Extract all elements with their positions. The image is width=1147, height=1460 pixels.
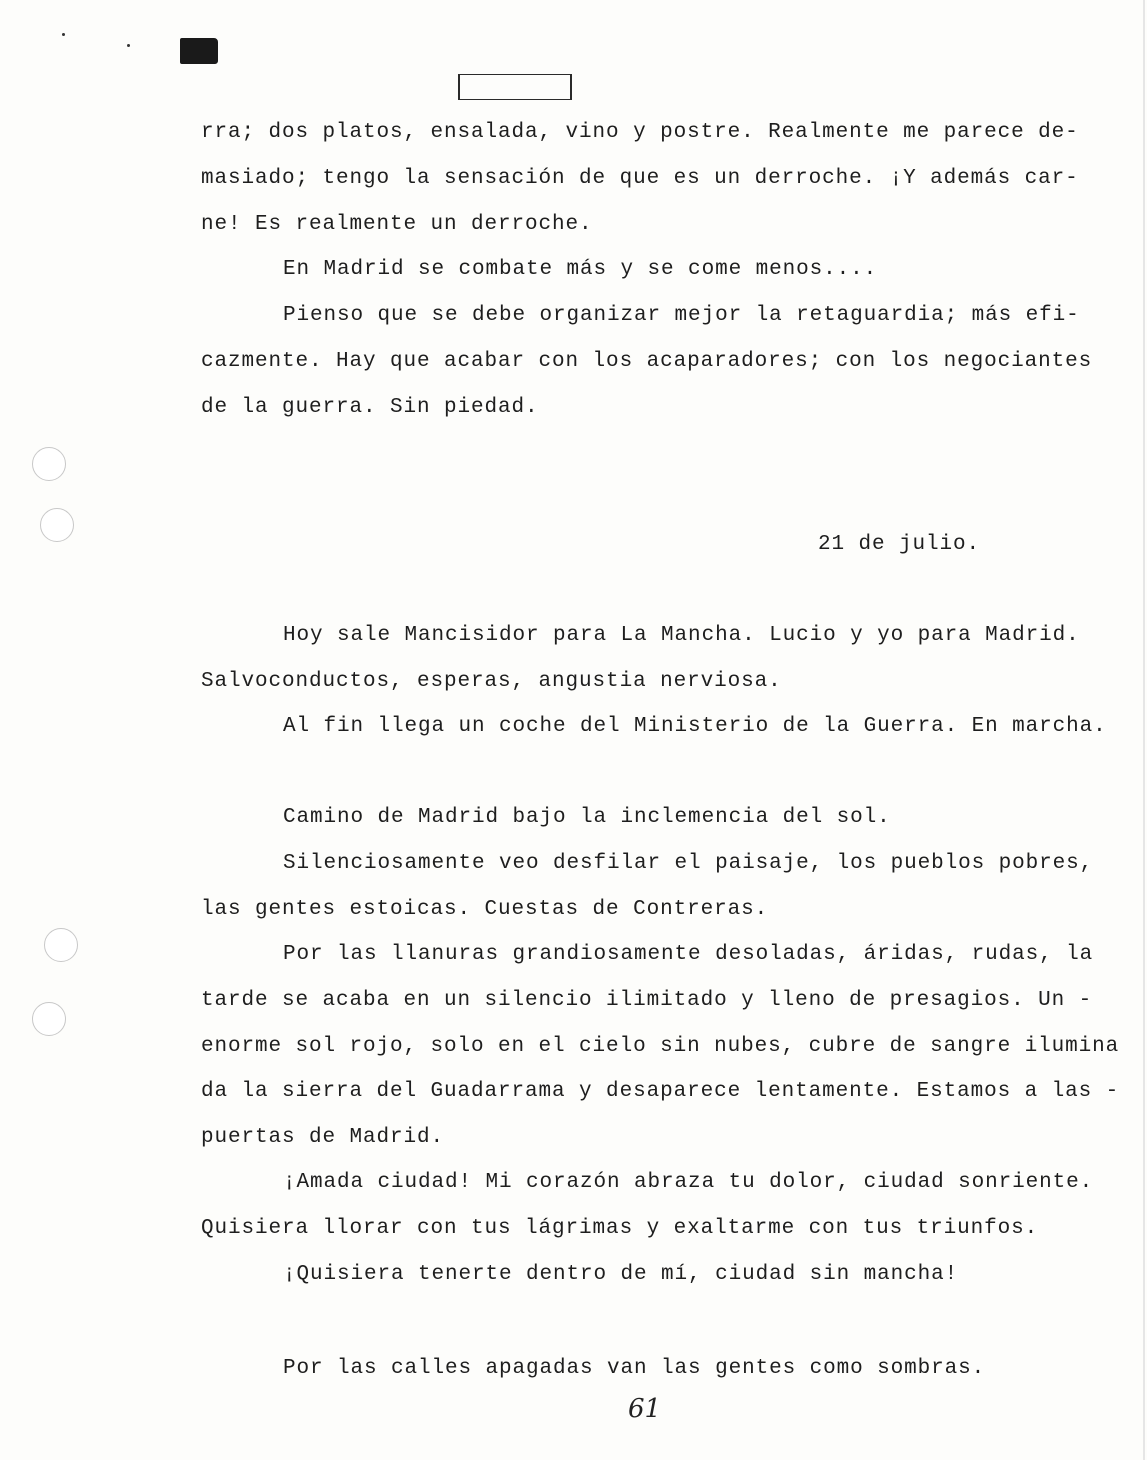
date-heading: 21 de julio. [818,533,981,556]
text-line: Camino de Madrid bajo la inclemencia del sol. [283,806,891,829]
text-line: En Madrid se combate más y se come menos.... [283,258,878,281]
text-line: las gentes estoicas. Cuestas de Contreras. [201,898,769,921]
page-number: 61 [628,1394,662,1424]
text-line: cazmente. Hay que acabar con los acaparadores; con los negociantes [201,350,1093,373]
text-line: Salvoconductos, esperas, angustia nerviosa. [201,670,782,693]
punch-hole [44,928,78,962]
ink-speck [62,33,65,36]
text-line: da la sierra del Guadarrama y desaparece lentamente. Estamos a las - [201,1080,1120,1103]
punch-hole [32,447,66,481]
text-line: Quisiera llorar con tus lágrimas y exaltarme con tus triunfos. [201,1217,1039,1240]
punch-hole [32,1002,66,1036]
text-line: Hoy sale Mancisidor para La Mancha. Lucio y yo para Madrid. [283,624,1080,647]
corner-ink-mark [180,38,218,64]
text-line: puertas de Madrid. [201,1126,445,1149]
text-line: tarde se acaba en un silencio ilimitado y lleno de presagios. Un - [201,989,1093,1012]
text-line: ¡Amada ciudad! Mi corazón abraza tu dolor, ciudad sonriente. [283,1171,1094,1194]
punch-hole [40,508,74,542]
text-line: Al fin llega un coche del Ministerio de la Guerra. En marcha. [283,715,1107,738]
text-line: Pienso que se debe organizar mejor la retaguardia; más efi- [283,304,1080,327]
text-line: masiado; tengo la sensación de que es un derroche. ¡Y además car- [201,167,1079,190]
text-line: rra; dos platos, ensalada, vino y postre. Realmente me parece de- [201,121,1079,144]
ink-speck [127,44,130,47]
text-line: ne! Es realmente un derroche. [201,213,593,236]
text-line: Silenciosamente veo desfilar el paisaje, los pueblos pobres, [283,852,1094,875]
page-edge [1143,0,1145,1460]
text-line: Por las calles apagadas van las gentes como sombras. [283,1357,986,1380]
text-line: enorme sol rojo, solo en el cielo sin nubes, cubre de sangre ilumina [201,1035,1120,1058]
text-line: de la guerra. Sin piedad. [201,396,539,419]
text-line: ¡Quisiera tenerte dentro de mí, ciudad sin mancha! [283,1263,959,1286]
text-line: Por las llanuras grandiosamente desoladas, áridas, rudas, la [283,943,1094,966]
header-box-mark [458,74,572,100]
